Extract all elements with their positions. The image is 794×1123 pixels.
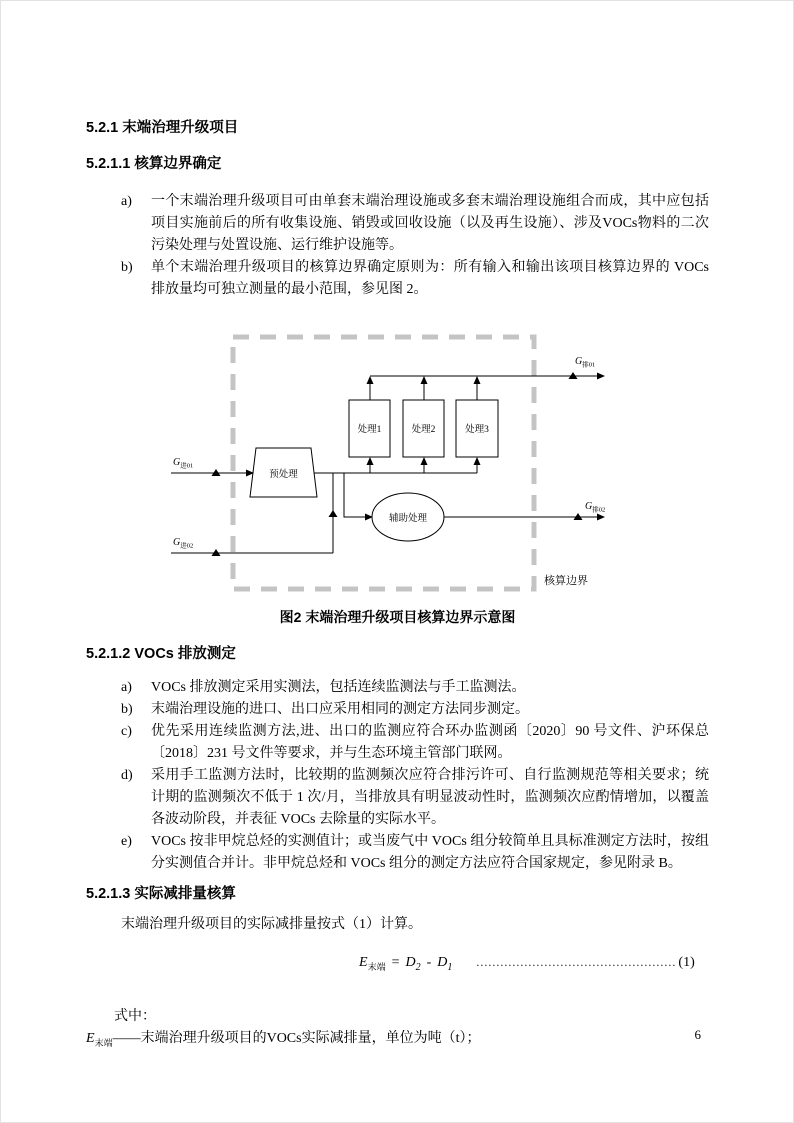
figure-diagram — [161, 331, 621, 601]
arrowhead-treatment2-up — [421, 376, 428, 384]
arrowhead-outlet-2 — [597, 514, 605, 521]
list-item-text: 优先采用连续监测方法,进、出口的监测应符合环办监测函〔2020〕90 号文件、沪环保总〔2018〕231 号文件等要求，并与生态环境主管部门联网。 — [151, 724, 709, 761]
where-term: $E_{末端}——$末端治理升级项目的VOCs实际减排量，单位为吨（t）； — [86, 1030, 481, 1048]
arrowhead-treatment3-up — [474, 376, 481, 384]
list-item-a — [86, 677, 709, 699]
list-item-text: VOCs 排放测定采用实测法，包括连续监测法与手工监测法。 — [151, 680, 526, 695]
list-item-text: VOCs 按非甲烷总烃的实测值计；或当废气中 VOCs 组分较简单且具标准测定方法时，按组分实测值合并计。非甲烷总烃和 VOCs 组分的测定方法应符合国家规定，参见附录 B。 — [151, 834, 709, 871]
label-inlet-2: $G_{进02}$ — [173, 537, 194, 550]
list-item-a — [86, 191, 709, 257]
where-intro: 式中： — [114, 1008, 156, 1024]
list-item-label: c) — [121, 724, 132, 739]
formula-dot-leader: .................................................. — [476, 955, 677, 969]
label-inlet-1: $G_{进01}$ — [173, 457, 194, 470]
list-item-c — [86, 721, 709, 765]
list-item-label: b) — [121, 260, 133, 275]
formula-1 — [359, 950, 709, 980]
arrowhead-feed-2 — [421, 457, 428, 465]
arrowhead-outlet-1 — [597, 373, 605, 380]
where-term-description: ——末端治理升级项目的VOCs实际减排量，单位为吨（t）； — [112, 1030, 481, 1046]
heading-5-2-1-3: 5.2.1.3 实际减排量核算 — [86, 886, 236, 902]
page-number: 6 — [694, 1027, 701, 1042]
list-item-text: 采用手工监测方法时，比较期的监测频次应符合排污许可、自行监测规范等相关要求；统计期的监测频次不低于 1 次/月，当排放具有明显波动性时，监测频次应酌情增加，以覆盖各波动阶段，并表征 VOCs 去除量的实际水平。 — [151, 768, 709, 827]
figure-caption: 图2 末端治理升级项目核算边界示意图 — [279, 609, 516, 625]
node-pretreatment-label: 预处理 — [269, 470, 298, 480]
label-outlet-2: $G_{排02}$ — [585, 501, 606, 514]
accounting-boundary-label: 核算边界 — [544, 575, 588, 587]
list-item-text: 一个末端治理升级项目可由单套末端治理设施或多套末端治理设施组合而成，其中应包括项目实施前后的所有收集设施、销毁或回收设施（以及再生设施）、涉及VOCs物料的二次污染处理与处置设施、运行维护设施等。 — [151, 194, 709, 253]
list-item-label: d) — [121, 768, 133, 783]
label-outlet-1: $G_{排01}$ — [575, 356, 596, 369]
list-item-b — [86, 699, 709, 721]
measurement-point-inlet-2-join — [329, 510, 338, 517]
list-item-e — [86, 831, 709, 875]
node-treatment-2-label: 处理2 — [411, 425, 436, 435]
line-auxiliary-branch — [344, 473, 367, 517]
node-treatment-3-label: 处理3 — [465, 425, 489, 435]
boundary-list — [86, 191, 709, 301]
arrowhead-feed-3 — [474, 457, 481, 465]
formula-expression: $E_{末端} = D_2 - D_1$ — [359, 955, 453, 973]
heading-5-2-1: 5.2.1 末端治理升级项目 — [86, 120, 239, 136]
node-auxiliary-label: 辅助处理 — [388, 514, 428, 524]
list-item-label: e) — [121, 834, 132, 849]
list-item-label: a) — [121, 194, 132, 209]
arrowhead-feed-1 — [367, 457, 374, 465]
list-item-label: b) — [121, 702, 133, 717]
list-item-text: 单个末端治理升级项目的核算边界确定原则为：所有输入和输出该项目核算边界的 VOCs 排放量均可独立测量的最小范围，参见图 2。 — [151, 260, 709, 297]
list-item-text: 末端治理设施的进口、出口应采用相同的测定方法同步测定。 — [151, 702, 529, 717]
paragraph-reduction-intro: 末端治理升级项目的实际减排量按式（1）计算。 — [121, 917, 422, 932]
list-item-label: a) — [121, 680, 132, 695]
list-item-b — [86, 257, 709, 301]
list-item-d — [86, 765, 709, 831]
figure-2 — [86, 331, 709, 627]
heading-5-2-1-2: 5.2.1.2 VOCs 排放测定 — [86, 646, 236, 662]
measurement-list — [86, 677, 709, 875]
node-treatment-1-label: 处理1 — [357, 425, 382, 435]
arrowhead-treatment1-up — [367, 376, 374, 384]
formula-number: (1) — [678, 955, 695, 970]
heading-5-2-1-1: 5.2.1.1 核算边界确定 — [86, 156, 222, 172]
